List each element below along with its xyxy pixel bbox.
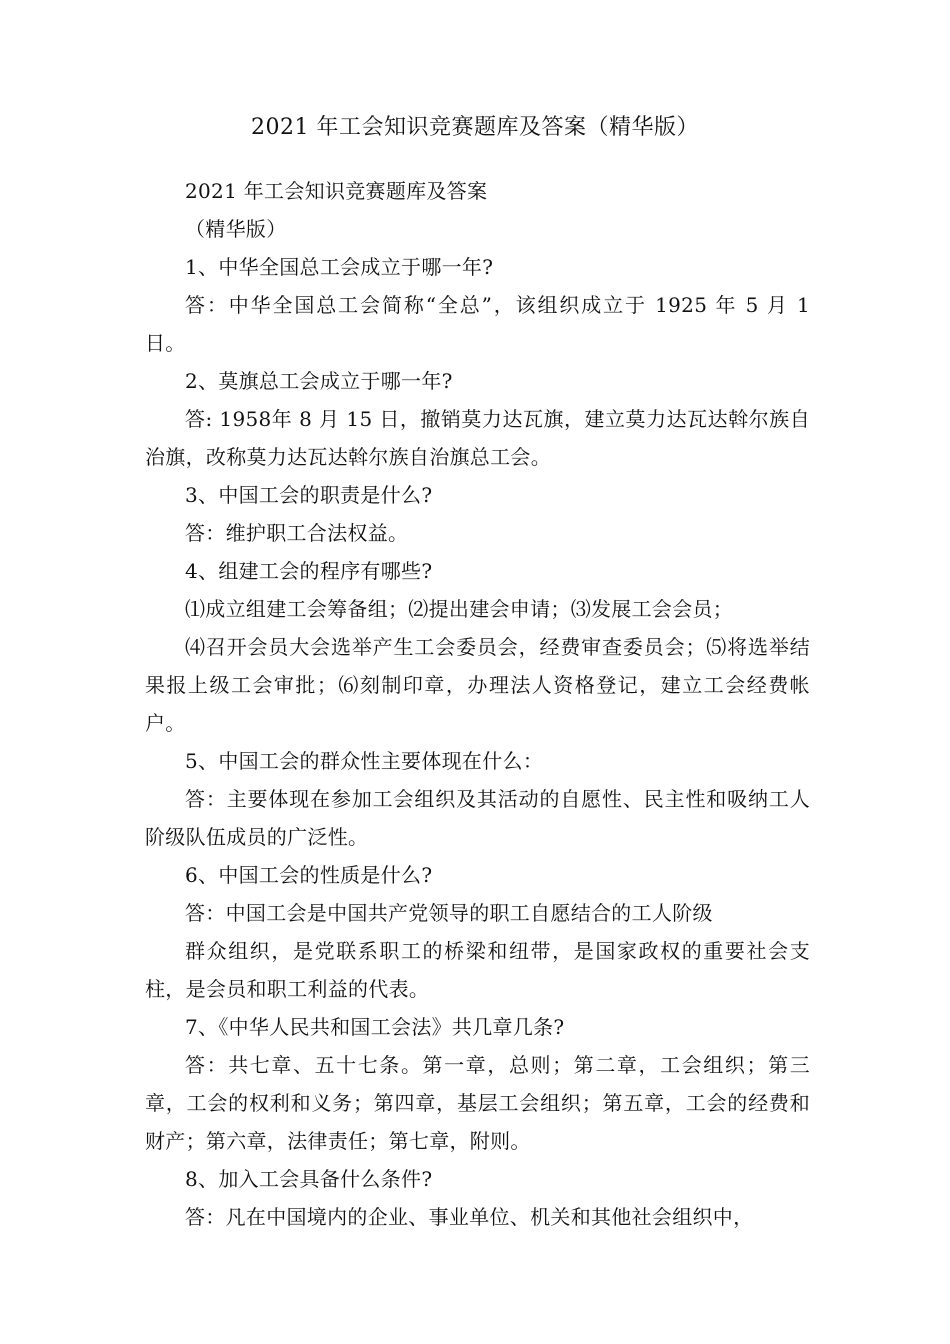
document-body <box>145 172 810 1236</box>
subtitle-line: 2021 年工会知识竞赛题库及答案 <box>185 179 488 203</box>
answer-2: 答: 1958年 8 月 15 日，撤销莫力达瓦旗，建立莫力达瓦达斡尔族自治旗，改称莫力达瓦达斡尔族自治旗总工会。 <box>145 407 810 469</box>
answer-6-part-1: 答：中国工会是中国共产党领导的职工自愿结合的工人阶级 <box>185 901 713 925</box>
answer-5: 答：主要体现在参加工会组织及其活动的自愿性、民主性和吸纳工人阶级队伍成员的广泛性。 <box>145 787 810 849</box>
question-1: 1、中华全国总工会成立于哪一年? <box>185 255 494 279</box>
document-title: 2021 年工会知识竞赛题库及答案（精华版） <box>251 115 699 140</box>
answer-4-part-1: ⑴成立组建工会筹备组；⑵提出建会申请；⑶发展工会会员； <box>185 597 734 621</box>
subtitle-edition: （精华版） <box>185 217 287 241</box>
answer-6-part-2: 群众组织，是党联系职工的桥梁和纽带，是国家政权的重要社会支柱，是会员和职工利益的代表。 <box>145 939 810 1001</box>
answer-1: 答：中华全国总工会简称“全总”，该组织成立于 1925 年 5 月 1 日。 <box>145 293 810 355</box>
question-8: 8、加入工会具备什么条件? <box>185 1167 433 1191</box>
question-7: 7、《中华人民共和国工会法》共几章几条? <box>185 1015 565 1039</box>
answer-3: 答：维护职工合法权益。 <box>185 521 409 545</box>
question-6: 6、中国工会的性质是什么? <box>185 863 433 887</box>
answer-4-part-2: ⑷召开会员大会选举产生工会委员会，经费审查委员会；⑸将选举结果报上级工会审批；⑹刻制印章，办理法人资格登记，建立工会经费帐户。 <box>145 635 810 735</box>
question-2: 2、莫旗总工会成立于哪一年? <box>185 369 453 393</box>
question-5: 5、中国工会的群众性主要体现在什么： <box>185 749 544 773</box>
answer-8: 答：凡在中国境内的企业、事业单位、机关和其他社会组织中， <box>185 1205 754 1229</box>
question-3: 3、中国工会的职责是什么? <box>185 483 433 507</box>
question-4: 4、组建工会的程序有哪些? <box>185 559 433 583</box>
answer-7: 答：共七章、五十七条。第一章，总则；第二章，工会组织；第三章，工会的权利和义务；第四章，基层工会组织；第五章，工会的经费和财产；第六章，法律责任；第七章，附则。 <box>145 1053 810 1153</box>
